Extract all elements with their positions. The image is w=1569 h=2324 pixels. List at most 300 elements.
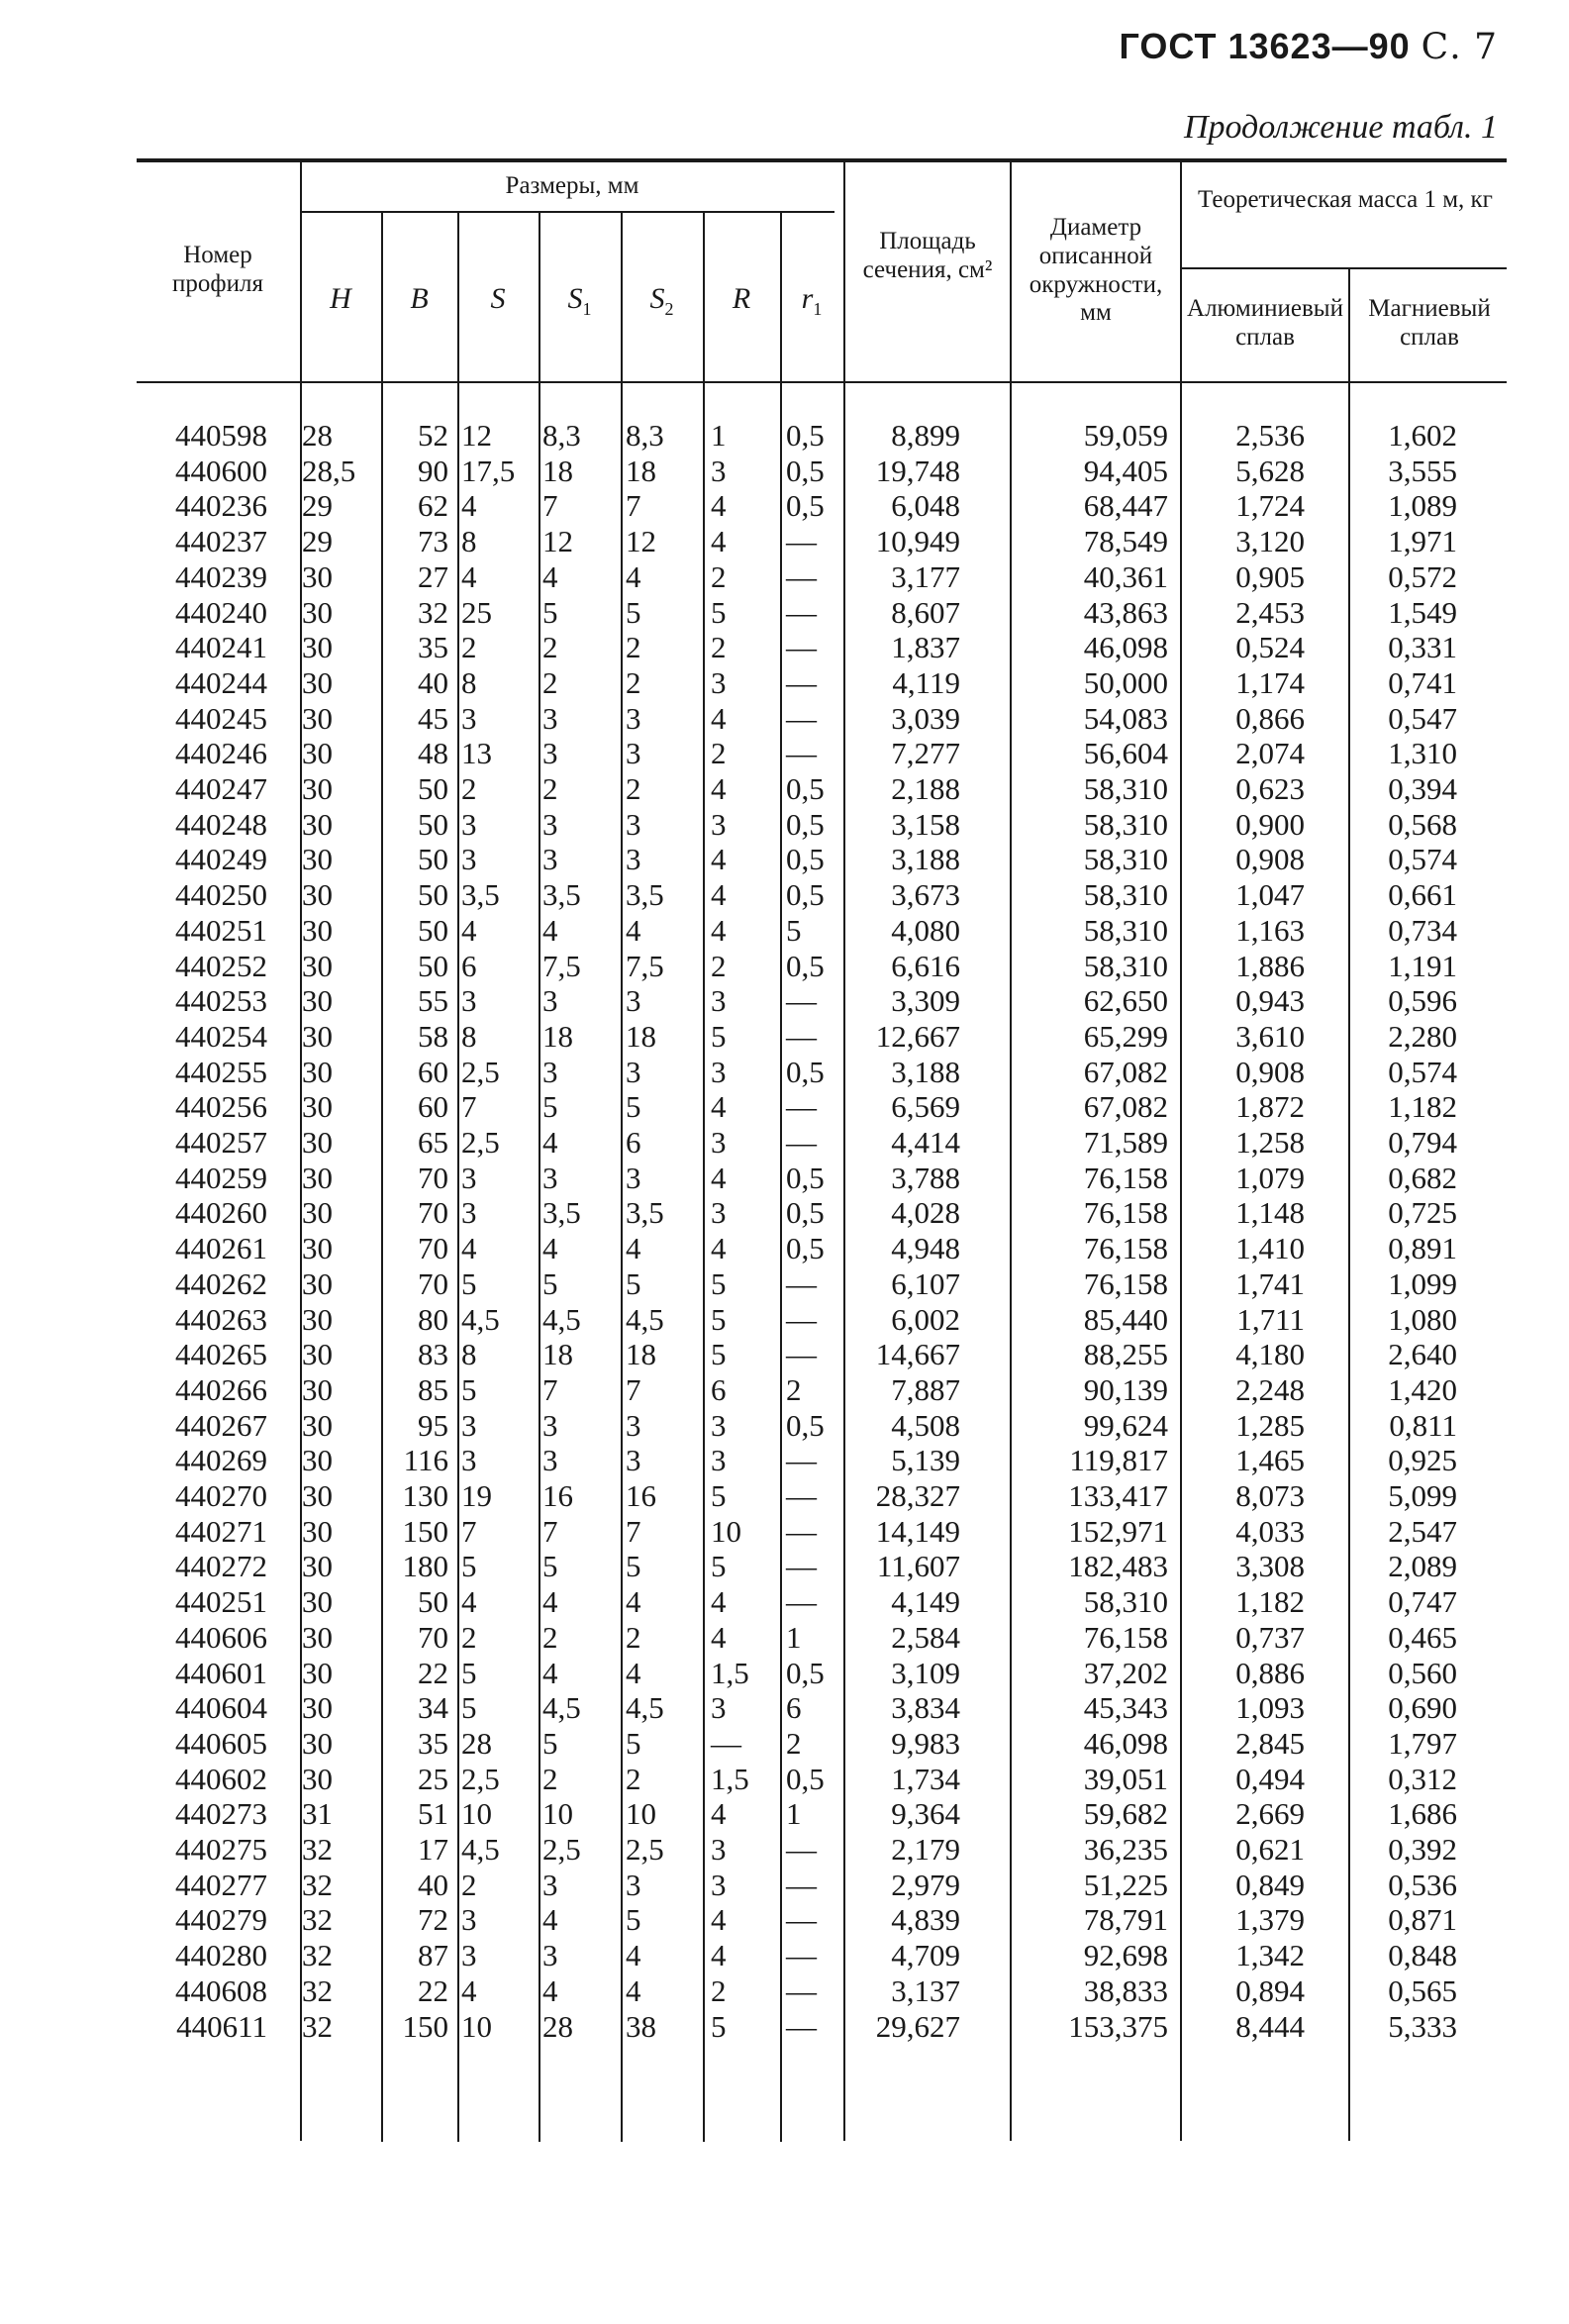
r1-value: — bbox=[786, 1867, 817, 1902]
s1-value: 3 bbox=[542, 806, 558, 842]
s2-value: 3 bbox=[626, 806, 641, 842]
b-value: 60 bbox=[418, 1054, 448, 1089]
table-row bbox=[0, 1055, 1569, 1090]
aluminium-mass: 1,148 bbox=[1235, 1195, 1305, 1231]
profile-number: 440263 bbox=[175, 1301, 267, 1337]
r-value: 4 bbox=[711, 524, 727, 559]
area-value: 19,748 bbox=[875, 453, 960, 488]
h-value: 30 bbox=[302, 1690, 333, 1726]
aluminium-mass: 0,494 bbox=[1235, 1761, 1305, 1796]
s1-value: 4 bbox=[542, 1655, 558, 1690]
h-value: 30 bbox=[302, 1195, 333, 1231]
diameter-value: 76,158 bbox=[1083, 1619, 1168, 1655]
profile-number: 440240 bbox=[175, 594, 267, 630]
r1-value: 0,5 bbox=[786, 842, 825, 877]
s1-value: 3,5 bbox=[542, 1195, 581, 1231]
b-value: 150 bbox=[402, 1513, 448, 1549]
b-value: 83 bbox=[418, 1337, 448, 1372]
s1-value: 4,5 bbox=[542, 1301, 581, 1337]
mass-group-header: Теоретическая масса 1 м, кг bbox=[1198, 186, 1493, 213]
magnesium-mass: 0,725 bbox=[1388, 1195, 1457, 1231]
s1-value: 18 bbox=[542, 1018, 573, 1054]
h-value: 30 bbox=[302, 1761, 333, 1796]
diameter-value: 43,863 bbox=[1083, 594, 1168, 630]
r1-value: — bbox=[786, 664, 817, 700]
magnesium-mass: 3,555 bbox=[1388, 453, 1457, 488]
s-value: 4 bbox=[461, 912, 477, 948]
diameter-value: 59,059 bbox=[1083, 418, 1168, 453]
diameter-value: 76,158 bbox=[1083, 1160, 1168, 1195]
diameter-value: 78,549 bbox=[1083, 524, 1168, 559]
s2-value: 3 bbox=[626, 700, 641, 736]
table-row bbox=[0, 1302, 1569, 1338]
s-value: 25 bbox=[461, 594, 492, 630]
table-row bbox=[0, 1337, 1569, 1372]
table-row bbox=[0, 454, 1569, 489]
r-value: 4 bbox=[711, 1584, 727, 1620]
s1-value: 5 bbox=[542, 1089, 558, 1125]
r1-value: — bbox=[786, 1902, 817, 1938]
h-header: H bbox=[330, 282, 351, 315]
s-value: 2,5 bbox=[461, 1125, 500, 1160]
aluminium-mass: 0,943 bbox=[1235, 983, 1305, 1019]
h-value: 30 bbox=[302, 1478, 333, 1513]
magnesium-mass: 1,971 bbox=[1388, 524, 1457, 559]
s2-value: 12 bbox=[626, 524, 656, 559]
s2-value: 2 bbox=[626, 664, 641, 700]
table-row bbox=[0, 559, 1569, 595]
diameter-value: 78,791 bbox=[1083, 1902, 1168, 1938]
b-value: 72 bbox=[418, 1902, 448, 1938]
aluminium-mass: 2,074 bbox=[1235, 736, 1305, 771]
s-value: 4 bbox=[461, 1584, 477, 1620]
diameter-value: 153,375 bbox=[1068, 2008, 1168, 2044]
s1-value: 4 bbox=[542, 1125, 558, 1160]
s2-value: 3,5 bbox=[626, 1195, 664, 1231]
area-header: Площадь сечения, см² bbox=[862, 228, 993, 283]
diameter-value: 59,682 bbox=[1083, 1796, 1168, 1832]
s1-value: 3 bbox=[542, 736, 558, 771]
h-value: 30 bbox=[302, 1054, 333, 1089]
s2-value: 3 bbox=[626, 1407, 641, 1443]
area-value: 6,107 bbox=[891, 1265, 960, 1301]
s-value: 3 bbox=[461, 1938, 477, 1973]
r-value: 3 bbox=[711, 1125, 727, 1160]
r1-value: 6 bbox=[786, 1690, 802, 1726]
s-value: 5 bbox=[461, 1690, 477, 1726]
table-row bbox=[0, 630, 1569, 665]
r1-value: 5 bbox=[786, 912, 802, 948]
magnesium-mass: 0,848 bbox=[1388, 1938, 1457, 1973]
profile-number: 440236 bbox=[175, 488, 267, 524]
table-row bbox=[0, 1726, 1569, 1762]
s2-value: 5 bbox=[626, 1549, 641, 1584]
aluminium-mass: 1,093 bbox=[1235, 1690, 1305, 1726]
h-value: 30 bbox=[302, 630, 333, 665]
h-value: 30 bbox=[302, 912, 333, 948]
diameter-value: 54,083 bbox=[1083, 700, 1168, 736]
aluminium-mass: 5,628 bbox=[1235, 453, 1305, 488]
s1-value: 2 bbox=[542, 1619, 558, 1655]
s2-value: 4 bbox=[626, 1655, 641, 1690]
s-header: S bbox=[490, 282, 506, 315]
h-value: 29 bbox=[302, 524, 333, 559]
h-value: 30 bbox=[302, 1371, 333, 1407]
area-value: 28,327 bbox=[875, 1478, 960, 1513]
s2-value: 7 bbox=[626, 1371, 641, 1407]
b-value: 62 bbox=[418, 488, 448, 524]
r1-value: — bbox=[786, 1478, 817, 1513]
s2-value: 3 bbox=[626, 1160, 641, 1195]
profile-number: 440600 bbox=[175, 453, 267, 488]
table-row bbox=[0, 1656, 1569, 1691]
s-value: 6 bbox=[461, 948, 477, 983]
area-value: 6,002 bbox=[891, 1301, 960, 1337]
aluminium-mass: 0,886 bbox=[1235, 1655, 1305, 1690]
diameter-value: 46,098 bbox=[1083, 630, 1168, 665]
area-value: 3,177 bbox=[891, 558, 960, 594]
s-value: 5 bbox=[461, 1655, 477, 1690]
b-value: 50 bbox=[418, 877, 448, 913]
magnesium-mass: 2,280 bbox=[1388, 1018, 1457, 1054]
profile-number: 440247 bbox=[175, 771, 267, 806]
profile-number: 440279 bbox=[175, 1902, 267, 1938]
r1-value: — bbox=[786, 1337, 817, 1372]
s1-value: 7,5 bbox=[542, 948, 581, 983]
table-row bbox=[0, 1443, 1569, 1478]
s2-value: 16 bbox=[626, 1478, 656, 1513]
aluminium-mass: 3,610 bbox=[1235, 1018, 1305, 1054]
s1-value: 18 bbox=[542, 1337, 573, 1372]
s2-value: 4 bbox=[626, 1231, 641, 1266]
b-value: 87 bbox=[418, 1938, 448, 1973]
s1-value: 3 bbox=[542, 1938, 558, 1973]
magnesium-mass: 0,547 bbox=[1388, 700, 1457, 736]
s-value: 4 bbox=[461, 488, 477, 524]
h-value: 30 bbox=[302, 1125, 333, 1160]
area-value: 9,364 bbox=[891, 1796, 960, 1832]
magnesium-mass: 1,420 bbox=[1388, 1371, 1457, 1407]
area-value: 3,673 bbox=[891, 877, 960, 913]
aluminium-mass: 1,741 bbox=[1235, 1265, 1305, 1301]
r1-value: 0,5 bbox=[786, 418, 825, 453]
s-value: 8 bbox=[461, 524, 477, 559]
b-value: 25 bbox=[418, 1761, 448, 1796]
r1-value: — bbox=[786, 524, 817, 559]
s-value: 2,5 bbox=[461, 1054, 500, 1089]
s-value: 4,5 bbox=[461, 1301, 500, 1337]
r-value: 4 bbox=[711, 877, 727, 913]
r-value: 3 bbox=[711, 1443, 727, 1478]
h-value: 32 bbox=[302, 1902, 333, 1938]
r-value: 4 bbox=[711, 1938, 727, 1973]
profile-number: 440256 bbox=[175, 1089, 267, 1125]
r-value: 5 bbox=[711, 1549, 727, 1584]
aluminium-mass: 1,163 bbox=[1235, 912, 1305, 948]
r1-value: 2 bbox=[786, 1371, 802, 1407]
s-value: 3 bbox=[461, 1195, 477, 1231]
r1-value: 0,5 bbox=[786, 1160, 825, 1195]
h-value: 29 bbox=[302, 488, 333, 524]
r-value: 4 bbox=[711, 1231, 727, 1266]
table-row bbox=[0, 595, 1569, 631]
profile-number: 440265 bbox=[175, 1337, 267, 1372]
r1-value: 0,5 bbox=[786, 1655, 825, 1690]
s2-value: 18 bbox=[626, 1018, 656, 1054]
magnesium-mass: 0,565 bbox=[1388, 1972, 1457, 2008]
b-value: 50 bbox=[418, 806, 448, 842]
diameter-value: 45,343 bbox=[1083, 1690, 1168, 1726]
profile-number: 440611 bbox=[176, 2008, 267, 2044]
profile-number: 440253 bbox=[175, 983, 267, 1019]
profile-number: 440272 bbox=[175, 1549, 267, 1584]
area-value: 9,983 bbox=[891, 1725, 960, 1761]
area-value: 3,158 bbox=[891, 806, 960, 842]
aluminium-mass: 1,724 bbox=[1235, 488, 1305, 524]
r1-value: 0,5 bbox=[786, 1054, 825, 1089]
table-row bbox=[0, 877, 1569, 913]
s2-value: 8,3 bbox=[626, 418, 664, 453]
r1-value: 1 bbox=[786, 1619, 802, 1655]
area-value: 8,899 bbox=[891, 418, 960, 453]
aluminium-mass: 1,465 bbox=[1235, 1443, 1305, 1478]
magnesium-mass: 2,640 bbox=[1388, 1337, 1457, 1372]
area-value: 1,734 bbox=[891, 1761, 960, 1796]
diameter-header: Диаметр описанной окружности, мм bbox=[1029, 214, 1163, 327]
h-value: 30 bbox=[302, 664, 333, 700]
s1-value: 12 bbox=[542, 524, 573, 559]
s2-value: 3 bbox=[626, 1443, 641, 1478]
area-value: 4,948 bbox=[891, 1231, 960, 1266]
b-value: 50 bbox=[418, 842, 448, 877]
r-value: 1,5 bbox=[711, 1761, 749, 1796]
magnesium-mass: 0,465 bbox=[1388, 1619, 1457, 1655]
s2-value: 5 bbox=[626, 594, 641, 630]
magnesium-mass: 0,741 bbox=[1388, 664, 1457, 700]
table-row bbox=[0, 1125, 1569, 1161]
area-value: 3,309 bbox=[891, 983, 960, 1019]
s1-value: 8,3 bbox=[542, 418, 581, 453]
r1-value: 1 bbox=[786, 1796, 802, 1832]
b-value: 70 bbox=[418, 1231, 448, 1266]
r-value: 3 bbox=[711, 1690, 727, 1726]
diameter-value: 56,604 bbox=[1083, 736, 1168, 771]
aluminium-mass: 2,669 bbox=[1235, 1796, 1305, 1832]
h-value: 30 bbox=[302, 877, 333, 913]
diameter-value: 182,483 bbox=[1068, 1549, 1168, 1584]
aluminium-mass: 2,845 bbox=[1235, 1725, 1305, 1761]
aluminium-mass: 3,308 bbox=[1235, 1549, 1305, 1584]
h-value: 30 bbox=[302, 558, 333, 594]
r1-value: — bbox=[786, 983, 817, 1019]
area-value: 3,188 bbox=[891, 842, 960, 877]
r1-header: $r_1$ bbox=[801, 282, 823, 319]
diameter-value: 50,000 bbox=[1083, 664, 1168, 700]
h-value: 30 bbox=[302, 736, 333, 771]
r1-value: — bbox=[786, 558, 817, 594]
magnesium-mass: 1,089 bbox=[1388, 488, 1457, 524]
s-value: 4 bbox=[461, 558, 477, 594]
diameter-value: 92,698 bbox=[1083, 1938, 1168, 1973]
b-value: 40 bbox=[418, 664, 448, 700]
h-value: 32 bbox=[302, 1972, 333, 2008]
diameter-value: 58,310 bbox=[1083, 806, 1168, 842]
r-value: 2 bbox=[711, 736, 727, 771]
magnesium-mass: 5,099 bbox=[1388, 1478, 1457, 1513]
h-value: 30 bbox=[302, 1513, 333, 1549]
area-value: 4,839 bbox=[891, 1902, 960, 1938]
aluminium-mass: 1,174 bbox=[1235, 664, 1305, 700]
r1-value: — bbox=[786, 2008, 817, 2044]
table-row bbox=[0, 1266, 1569, 1302]
table-row bbox=[0, 1620, 1569, 1656]
aluminium-mass: 0,908 bbox=[1235, 1054, 1305, 1089]
h-value: 30 bbox=[302, 1443, 333, 1478]
s-value: 3 bbox=[461, 1443, 477, 1478]
h-value: 28 bbox=[302, 418, 333, 453]
dimensions-group-header: Размеры, мм bbox=[505, 172, 639, 199]
area-value: 4,508 bbox=[891, 1407, 960, 1443]
s1-value: 4 bbox=[542, 1231, 558, 1266]
aluminium-mass: 4,033 bbox=[1235, 1513, 1305, 1549]
b-value: 35 bbox=[418, 1725, 448, 1761]
table-row bbox=[0, 1973, 1569, 2009]
s1-value: 5 bbox=[542, 1549, 558, 1584]
profile-number: 440254 bbox=[175, 1018, 267, 1054]
s2-value: 3 bbox=[626, 1867, 641, 1902]
aluminium-mass: 0,894 bbox=[1235, 1972, 1305, 2008]
s-value: 7 bbox=[461, 1513, 477, 1549]
h-value: 30 bbox=[302, 842, 333, 877]
h-value: 30 bbox=[302, 1549, 333, 1584]
b-value: 116 bbox=[403, 1443, 448, 1478]
h-value: 30 bbox=[302, 1231, 333, 1266]
magnesium-mass: 1,602 bbox=[1388, 418, 1457, 453]
r1-value: — bbox=[786, 736, 817, 771]
s1-header: $S_1$ bbox=[567, 282, 592, 319]
r-value: 3 bbox=[711, 1867, 727, 1902]
table-row bbox=[0, 1902, 1569, 1938]
aluminium-mass: 0,621 bbox=[1235, 1832, 1305, 1867]
magnesium-mass: 0,572 bbox=[1388, 558, 1457, 594]
profile-number: 440244 bbox=[175, 664, 267, 700]
b-value: 73 bbox=[418, 524, 448, 559]
r-value: 3 bbox=[711, 1407, 727, 1443]
diameter-value: 71,589 bbox=[1083, 1125, 1168, 1160]
r1-value: — bbox=[786, 1018, 817, 1054]
magnesium-mass: 1,080 bbox=[1388, 1301, 1457, 1337]
table-continuation-label: Продолжение табл. 1 bbox=[1183, 109, 1498, 146]
area-value: 3,788 bbox=[891, 1160, 960, 1195]
profile-number: 440257 bbox=[175, 1125, 267, 1160]
s1-value: 3 bbox=[542, 1160, 558, 1195]
aluminium-mass: 8,073 bbox=[1235, 1478, 1305, 1513]
s-value: 19 bbox=[461, 1478, 492, 1513]
r-value: — bbox=[711, 1725, 741, 1761]
profile-number: 440608 bbox=[175, 1972, 267, 2008]
h-value: 30 bbox=[302, 1619, 333, 1655]
area-value: 2,584 bbox=[891, 1619, 960, 1655]
profile-number: 440269 bbox=[175, 1443, 267, 1478]
s-value: 8 bbox=[461, 1337, 477, 1372]
s-value: 4,5 bbox=[461, 1832, 500, 1867]
s-value: 3 bbox=[461, 1902, 477, 1938]
r-value: 5 bbox=[711, 1337, 727, 1372]
s2-value: 3 bbox=[626, 983, 641, 1019]
s-value: 12 bbox=[461, 418, 492, 453]
aluminium-mass: 0,900 bbox=[1235, 806, 1305, 842]
magnesium-mass: 0,682 bbox=[1388, 1160, 1457, 1195]
s1-value: 3 bbox=[542, 1407, 558, 1443]
profile-number: 440239 bbox=[175, 558, 267, 594]
area-value: 3,834 bbox=[891, 1690, 960, 1726]
r1-value: — bbox=[786, 1549, 817, 1584]
aluminium-mass: 2,536 bbox=[1235, 418, 1305, 453]
diameter-value: 152,971 bbox=[1068, 1513, 1168, 1549]
r1-value: — bbox=[786, 1513, 817, 1549]
r-value: 4 bbox=[711, 771, 727, 806]
table-row bbox=[0, 913, 1569, 949]
b-value: 80 bbox=[418, 1301, 448, 1337]
s2-value: 4 bbox=[626, 1972, 641, 2008]
b-value: 45 bbox=[418, 700, 448, 736]
standard-code: ГОСТ 13623—90 bbox=[1119, 26, 1411, 66]
r-value: 2 bbox=[711, 558, 727, 594]
r1-value: — bbox=[786, 594, 817, 630]
r1-value: 0,5 bbox=[786, 771, 825, 806]
h-value: 30 bbox=[302, 700, 333, 736]
r-value: 3 bbox=[711, 1832, 727, 1867]
table-row bbox=[0, 1938, 1569, 1973]
diameter-value: 58,310 bbox=[1083, 877, 1168, 913]
s1-value: 2,5 bbox=[542, 1832, 581, 1867]
h-value: 30 bbox=[302, 1301, 333, 1337]
area-value: 4,149 bbox=[891, 1584, 960, 1620]
magnesium-mass: 1,099 bbox=[1388, 1265, 1457, 1301]
profile-number: 440271 bbox=[175, 1513, 267, 1549]
b-value: 52 bbox=[418, 418, 448, 453]
magnesium-mass: 0,312 bbox=[1388, 1761, 1457, 1796]
b-value: 17 bbox=[418, 1832, 448, 1867]
area-value: 5,139 bbox=[891, 1443, 960, 1478]
r1-value: 0,5 bbox=[786, 1231, 825, 1266]
magnesium-mass: 0,596 bbox=[1388, 983, 1457, 1019]
area-value: 4,028 bbox=[891, 1195, 960, 1231]
s-value: 7 bbox=[461, 1089, 477, 1125]
r-value: 1 bbox=[711, 418, 727, 453]
s2-value: 4,5 bbox=[626, 1690, 664, 1726]
diameter-value: 99,624 bbox=[1083, 1407, 1168, 1443]
magnesium-mass: 0,560 bbox=[1388, 1655, 1457, 1690]
s2-value: 5 bbox=[626, 1265, 641, 1301]
area-value: 8,607 bbox=[891, 594, 960, 630]
profile-number: 440598 bbox=[175, 418, 267, 453]
s2-value: 4 bbox=[626, 558, 641, 594]
s2-value: 4 bbox=[626, 1584, 641, 1620]
diameter-value: 58,310 bbox=[1083, 948, 1168, 983]
aluminium-mass: 0,623 bbox=[1235, 771, 1305, 806]
table-row bbox=[0, 418, 1569, 454]
magnesium-mass: 1,797 bbox=[1388, 1725, 1457, 1761]
profile-number: 440252 bbox=[175, 948, 267, 983]
table-row bbox=[0, 807, 1569, 843]
s1-value: 3 bbox=[542, 700, 558, 736]
magnesium-mass: 5,333 bbox=[1388, 2008, 1457, 2044]
r-value: 4 bbox=[711, 1619, 727, 1655]
r1-value: 0,5 bbox=[786, 806, 825, 842]
s1-value: 7 bbox=[542, 488, 558, 524]
s1-value: 4,5 bbox=[542, 1690, 581, 1726]
